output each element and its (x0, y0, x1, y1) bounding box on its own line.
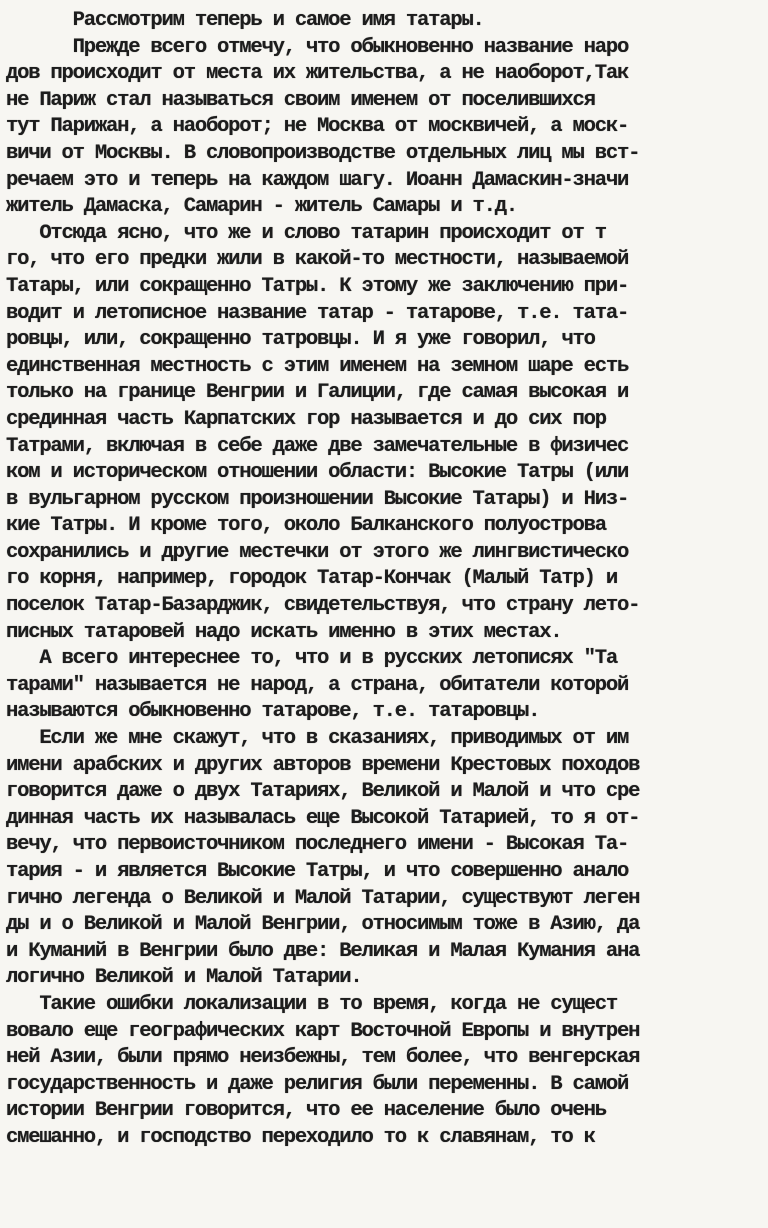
text-line: житель Дамаска, Самарин - житель Самары и т.д. (6, 195, 517, 219)
text-line: вичи от Москвы. В словопроизводстве отдельных лиц мы вст- (6, 141, 640, 165)
text-line: смешанно, и господство переходило то к славянам, то к (6, 1125, 595, 1149)
text-line: срединная часть Карпатских гор называется и до сих пор (6, 407, 606, 431)
text-line: го корня, например, городок Татар-Кончак (Малый Татр) и (6, 567, 617, 591)
text-line: и Куманий в Венгрии было две: Великая и Малая Кумания ана (6, 939, 640, 963)
text-line: кие Татры. И кроме того, около Балканского полуострова (6, 514, 606, 538)
text-line: государственность и даже религия были переменны. В самой (6, 1072, 629, 1096)
text-line: речаем это и теперь на каждом шагу. Иоанн Дамаскин-значи (6, 168, 629, 192)
text-line: говорится даже о двух Татариях, Великой и Малой и что сре (6, 780, 640, 804)
text-line: сохранились и другие местечки от этого же лингвистическо (6, 540, 629, 564)
text-line: А всего интереснее то, что и в русских летописях "Та (6, 647, 617, 671)
text-line: Татрами, включая в себе даже две замечательные в физичес (6, 434, 629, 458)
text-line: Отсюда ясно, что же и слово татарин происходит от т (6, 221, 606, 245)
text-line: Татары, или сокращенно Татры. К этому же заключению при- (6, 274, 629, 298)
text-line: ровцы, или, сокращенно татровцы. И я уже говорил, что (6, 328, 595, 352)
text-line: имени арабских и других авторов времени Крестовых походов (6, 753, 640, 777)
text-line: единственная местность с этим именем на земном шаре есть (6, 354, 629, 378)
text-line: в вульгарном русском произношении Высокие Татары) и Низ- (6, 487, 629, 511)
text-line: не Париж стал называться своим именем от поселившихся (6, 88, 595, 112)
text-line: называются обыкновенно татарове, т.е. татаровцы. (6, 700, 540, 724)
text-line: Прежде всего отмечу, что обыкновенно название наро (6, 35, 629, 59)
text-line: тут Парижан, а наоборот; не Москва от москвичей, а моск- (6, 115, 629, 139)
text-line: динная часть их называлась еще Высокой Татарией, то я от- (6, 806, 640, 830)
text-line: только на границе Венгрии и Галиции, где самая высокая и (6, 381, 629, 405)
text-line: вовало еще географических карт Восточной Европы и внутрен (6, 1019, 640, 1043)
text-line: тария - и является Высокие Татры, и что совершенно анало (6, 860, 629, 883)
text-line: ды и о Великой и Малой Венгрии, относимым тоже в Азию, да (6, 913, 640, 937)
text-line: дов происходит от места их жительства, а не наоборот,Так (6, 62, 629, 86)
text-line: Такие ошибки локализации в то время, когда не сущест (6, 992, 617, 1016)
page-text-block (6, 0, 766, 1152)
text-line: Рассмотрим теперь и самое имя татары. (6, 9, 484, 32)
text-line: писных татаровей надо искать именно в этих местах. (6, 620, 562, 644)
text-line: Если же мне скажут, что в сказаниях, приводимых от им (6, 727, 629, 751)
text-line: истории Венгрии говорится, что ее население было очень (6, 1099, 606, 1123)
text-line: логично Великой и Малой Татарии. (6, 966, 362, 990)
text-line: гично легенда о Великой и Малой Татарии, существуют леген (6, 886, 640, 910)
text-line: водит и летописное название татар - татарове, т.е. тата- (6, 301, 629, 325)
text-line: тарами" называется не народ, а страна, обитатели которой (6, 673, 629, 697)
text-line: ней Азии, были прямо неизбежны, тем более, что венгерская (6, 1046, 640, 1070)
text-line: ком и историческом отношении области: Высокие Татры (или (6, 461, 629, 485)
text-line: го, что его предки жили в какой-то местности, называемой (6, 248, 629, 272)
text-line: вечу, что первоисточником последнего имени - Высокая Та- (6, 833, 629, 857)
text-line: поселок Татар-Базарджик, свидетельствуя, что страну лето- (6, 594, 640, 618)
